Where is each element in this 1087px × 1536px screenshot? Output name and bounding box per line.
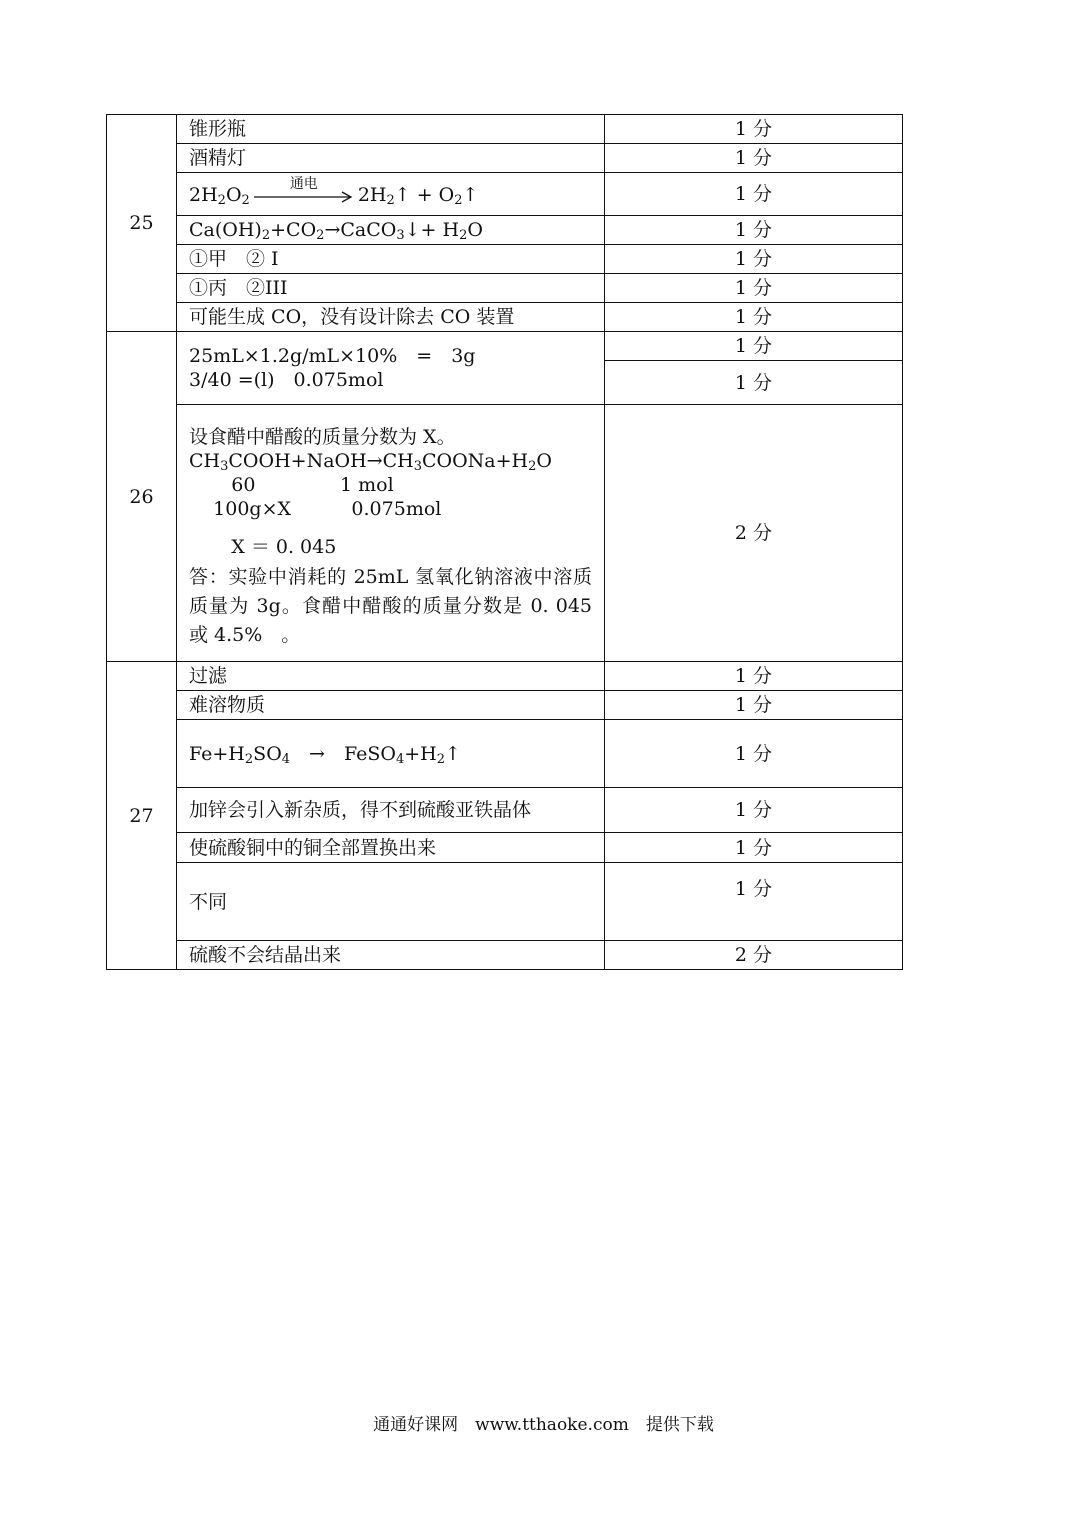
right-arrow-icon bbox=[252, 191, 356, 203]
q26-row-3 bbox=[107, 405, 903, 662]
eq-text: → FeSO bbox=[290, 742, 396, 765]
q25-score-4: 1 分 bbox=[605, 216, 903, 245]
q25-score-3: 1 分 bbox=[605, 173, 903, 216]
q26-sol-conclusion: 答：实验中消耗的 25mL 氢氧化钠溶液中溶质质量为 3g。食醋中醋酸的质量分数是 0. 045 或 4.5% 。 bbox=[189, 565, 592, 646]
q26-sol-line-3: 60 1 mol bbox=[189, 473, 394, 496]
q27-score-5: 1 分 bbox=[605, 833, 903, 863]
q27-score-6: 1 分 bbox=[605, 863, 903, 941]
q27-answer-7: 硫酸不会结晶出来 bbox=[177, 941, 605, 970]
q26-score-3: 2 分 bbox=[605, 405, 903, 662]
q27-answer-6: 不同 bbox=[177, 863, 605, 941]
q26-sol-line-5: X ＝ 0. 045 bbox=[189, 535, 337, 558]
q25-row-3 bbox=[107, 173, 903, 216]
q25-answer-3-equation bbox=[177, 173, 605, 216]
q25-answer-6: ①丙 ②III bbox=[177, 274, 605, 303]
q25-row-7 bbox=[107, 303, 903, 332]
q27-score-3: 1 分 bbox=[605, 720, 903, 788]
eq-text: SO bbox=[253, 742, 282, 765]
q25-answer-5: ①甲 ② I bbox=[177, 245, 605, 274]
eq-text: O bbox=[536, 449, 552, 472]
q27-answer-5: 使硫酸铜中的铜全部置换出来 bbox=[177, 833, 605, 863]
eq-text: O bbox=[225, 184, 242, 206]
eq-sub: 3 bbox=[413, 458, 422, 474]
eq-text: 2H bbox=[189, 184, 218, 206]
eq-sub: 2 bbox=[217, 193, 226, 208]
eq-sub: 2 bbox=[386, 193, 395, 208]
question-number-26: 26 bbox=[107, 332, 177, 662]
eq-text: COONa+H bbox=[421, 449, 529, 472]
q27-answer-1: 过滤 bbox=[177, 662, 605, 691]
q27-answer-4: 加锌会引入新杂质，得不到硫酸亚铁晶体 bbox=[177, 788, 605, 833]
question-number-25: 25 bbox=[107, 115, 177, 332]
q26-row-1 bbox=[107, 332, 903, 361]
q26-sol-line-1: 设食醋中醋酸的质量分数为 X。 bbox=[189, 425, 456, 448]
eq-sub: 3 bbox=[396, 228, 405, 243]
page-footer: 通通好课网 www.tthaoke.com 提供下载 bbox=[373, 1415, 714, 1435]
q25-score-6: 1 分 bbox=[605, 274, 903, 303]
q25-answer-7: 可能生成 CO，没有设计除去 CO 装置 bbox=[177, 303, 605, 332]
eq-sub: 3 bbox=[220, 458, 229, 474]
eq-text: ↑ bbox=[445, 742, 461, 765]
eq-text: ↑ + O bbox=[394, 184, 455, 206]
q27-row-4 bbox=[107, 788, 903, 833]
eq-sub: 4 bbox=[281, 751, 291, 767]
q25-answer-2: 酒精灯 bbox=[177, 144, 605, 173]
q27-score-2: 1 分 bbox=[605, 691, 903, 720]
eq-text: ↓+ H bbox=[404, 219, 460, 241]
eq-text: +H bbox=[404, 742, 437, 765]
q25-score-5: 1 分 bbox=[605, 245, 903, 274]
q25-score-1: 1 分 bbox=[605, 115, 903, 144]
eq-sub: 2 bbox=[436, 751, 446, 767]
q26-sol-equation bbox=[189, 449, 592, 473]
eq-text: COOH+NaOH→CH bbox=[228, 449, 414, 472]
question-number-27: 27 bbox=[107, 662, 177, 970]
eq-sub: 2 bbox=[459, 228, 468, 243]
eq-sub: 2 bbox=[244, 751, 254, 767]
q25-answer-1: 锥形瓶 bbox=[177, 115, 605, 144]
eq-text: 2H bbox=[357, 184, 387, 206]
eq-sub: 2 bbox=[316, 228, 325, 243]
eq-text: +CO bbox=[270, 219, 317, 241]
q27-score-1: 1 分 bbox=[605, 662, 903, 691]
eq-sub: 2 bbox=[454, 193, 463, 208]
q25-row-1 bbox=[107, 115, 903, 144]
q25-answer-4-equation bbox=[177, 216, 605, 245]
eq-sub: 2 bbox=[241, 193, 250, 208]
eq-text: CH bbox=[189, 449, 221, 472]
q27-answer-3-equation bbox=[177, 720, 605, 788]
eq-text: Fe+H bbox=[189, 742, 245, 765]
q26-calculation bbox=[177, 332, 605, 405]
q27-score-7: 2 分 bbox=[605, 941, 903, 970]
q26-score-2: 1 分 bbox=[605, 361, 903, 405]
q26-calc-line-1: 25mL×1.2g/mL×10% = 3g bbox=[189, 345, 476, 367]
q27-answer-2: 难溶物质 bbox=[177, 691, 605, 720]
q26-sol-line-4: 100g×X 0.075mol bbox=[189, 497, 442, 520]
q26-calc-line-2: 3/40 =(l) 0.075mol bbox=[189, 369, 384, 391]
q27-score-4: 1 分 bbox=[605, 788, 903, 833]
eq-text: Ca(OH) bbox=[189, 219, 262, 241]
q27-row-2 bbox=[107, 691, 903, 720]
eq-text: O bbox=[467, 219, 483, 241]
reaction-condition: 通电 bbox=[289, 176, 318, 192]
answer-key-table bbox=[106, 114, 903, 970]
q25-score-7: 1 分 bbox=[605, 303, 903, 332]
eq-sub: 2 bbox=[261, 228, 271, 243]
eq-text: →CaCO bbox=[324, 219, 397, 241]
eq-sub: 4 bbox=[395, 751, 405, 767]
q27-row-7 bbox=[107, 941, 903, 970]
q27-row-5 bbox=[107, 833, 903, 863]
q25-row-5 bbox=[107, 245, 903, 274]
eq-sub: 2 bbox=[528, 458, 537, 474]
eq-text: ↑ bbox=[462, 184, 479, 206]
q27-row-6 bbox=[107, 863, 903, 941]
q27-row-3 bbox=[107, 720, 903, 788]
q25-row-6 bbox=[107, 274, 903, 303]
q25-row-4 bbox=[107, 216, 903, 245]
q25-row-2 bbox=[107, 144, 903, 173]
q25-score-2: 1 分 bbox=[605, 144, 903, 173]
q26-score-1: 1 分 bbox=[605, 332, 903, 361]
reaction-arrow bbox=[252, 176, 356, 207]
q26-solution bbox=[177, 405, 605, 662]
q27-row-1 bbox=[107, 662, 903, 691]
